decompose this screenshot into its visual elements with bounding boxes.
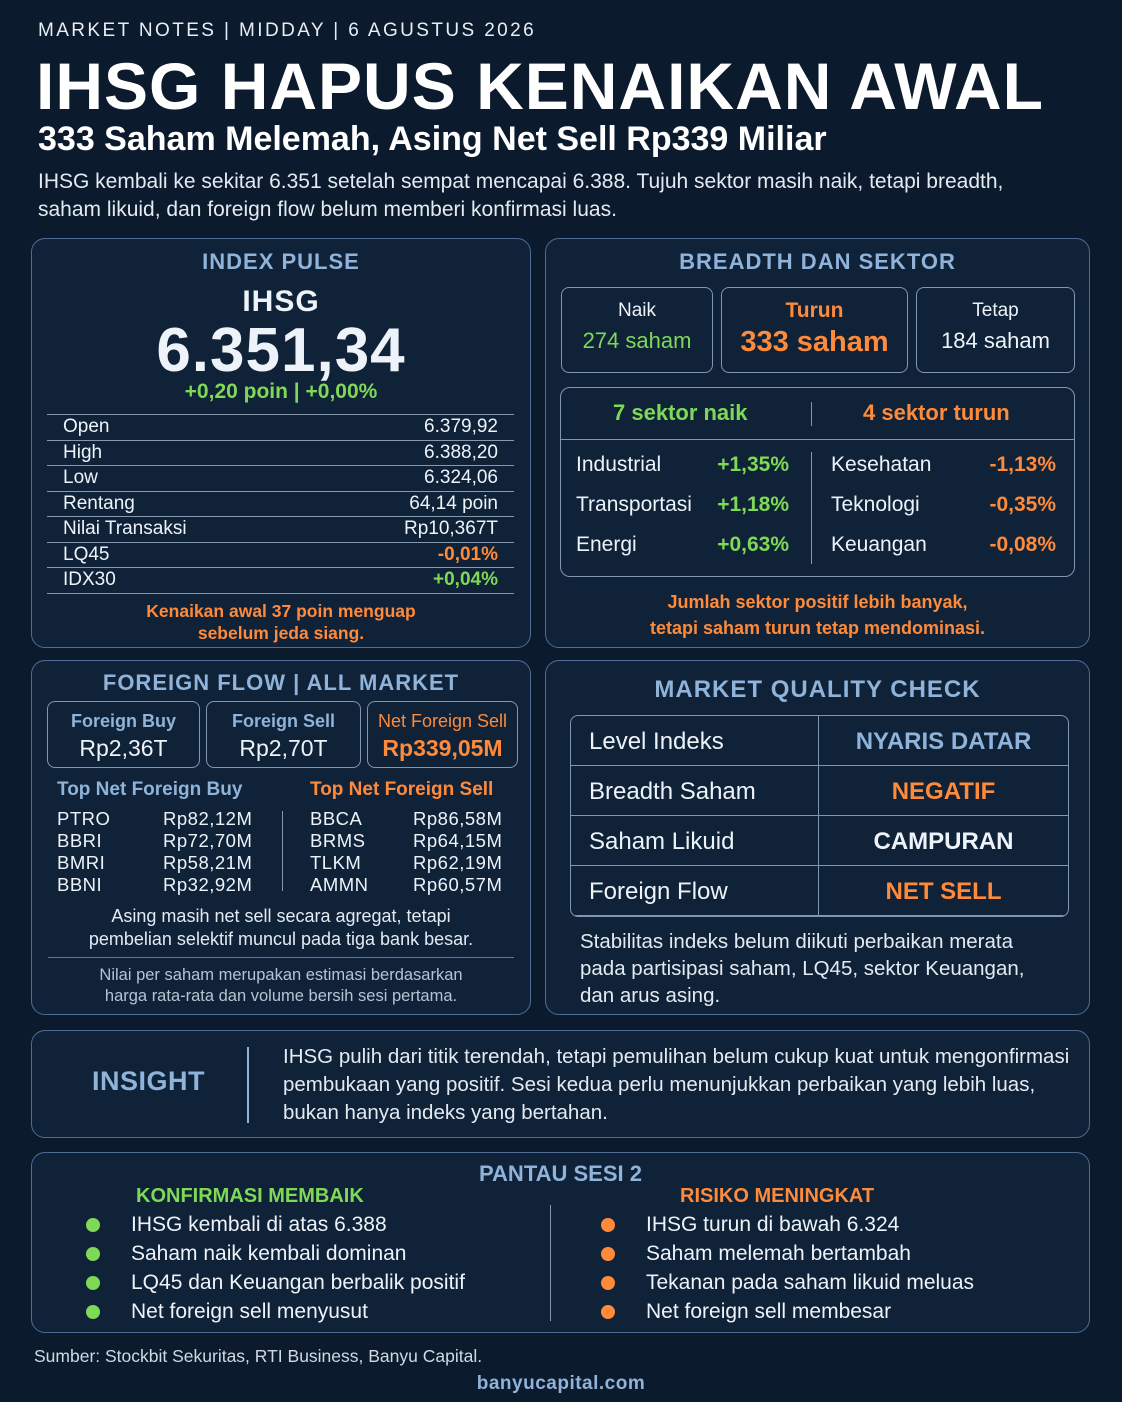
risiko-heading: RISIKO MENINGKAT — [680, 1185, 875, 1207]
top-buy-code: BMRI — [57, 852, 106, 873]
orange-bullet-icon — [601, 1247, 615, 1261]
quality-label: Saham Likuid — [589, 828, 735, 855]
stat-row-idx30 — [47, 568, 514, 594]
top-sell-code: BBCA — [310, 808, 363, 829]
risiko-list — [599, 1213, 974, 1329]
header-kicker: MARKET NOTES | MIDDAY | 6 AGUSTUS 2026 — [38, 20, 537, 41]
orange-bullet-icon — [601, 1276, 615, 1290]
turun-label: Turun — [785, 299, 844, 322]
sector-name: Keuangan — [831, 533, 927, 556]
top-sell-code: AMMN — [310, 874, 369, 895]
tetap-label: Tetap — [972, 300, 1019, 321]
stat-label: Low — [63, 467, 98, 489]
quality-note: Stabilitas indeks belum diikuti perbaikan merata pada partisipasi saham, LQ45, sektor Keuangan, dan arus asing. — [580, 930, 1025, 1007]
stat-row-nilai-transaksi — [47, 517, 514, 543]
stat-value: -0,01% — [437, 543, 498, 565]
net-foreign-sell-card — [367, 701, 518, 768]
top-sell-value: Rp64,15M — [413, 830, 503, 851]
top-sell-value: Rp86,58M — [413, 808, 503, 829]
stat-label: Rentang — [63, 492, 135, 514]
list-item-text: Saham melemah bertambah — [646, 1242, 911, 1265]
foreign-flow-panel — [31, 660, 531, 1015]
breadth-tetap-card — [916, 287, 1075, 373]
sector-box — [560, 387, 1075, 577]
stat-label: LQ45 — [63, 543, 110, 565]
list-item-text: Saham naik kembali dominan — [131, 1242, 407, 1265]
orange-bullet-icon — [601, 1218, 615, 1232]
website-link[interactable]: banyucapital.com — [476, 1373, 646, 1394]
naik-value: 274 saham — [582, 328, 692, 353]
stat-label: IDX30 — [63, 569, 116, 591]
sector-value: +0,63% — [717, 533, 789, 556]
session2-title: PANTAU SESI 2 — [479, 1161, 642, 1186]
sector-head-divider — [811, 402, 812, 426]
top-sell-value: Rp60,57M — [413, 874, 503, 895]
tetap-value: 184 saham — [941, 328, 1050, 353]
list-item-text: LQ45 dan Keuangan berbalik positif — [131, 1271, 465, 1294]
stat-value: 6.388,20 — [424, 441, 498, 463]
insight-text: IHSG pulih dari titik terendah, tetapi pemulihan belum cukup kuat untuk mengonfirmasi pembukaan yang positif. Sesi kedua perlu menunjukkan perbaikan yang lebih luas, bukan hanya indeks yang bertahan. — [283, 1045, 1070, 1124]
breadth-title: BREADTH DAN SEKTOR — [679, 249, 956, 274]
foreign-divider — [282, 811, 283, 891]
ihsg-value: 6.351,34 — [156, 316, 406, 385]
sector-up-heading: 7 sektor naik — [613, 400, 748, 425]
list-item-text: Net foreign sell menyusut — [131, 1300, 368, 1323]
foreign-buy-label: Foreign Buy — [70, 711, 176, 731]
quality-label: Level Indeks — [589, 728, 724, 755]
foreign-note — [32, 905, 530, 951]
list-item — [599, 1242, 974, 1271]
sector-name: Industrial — [576, 453, 662, 476]
market-quality-panel — [545, 660, 1090, 1015]
stat-row-low — [47, 466, 514, 492]
quality-value: NET SELL — [885, 878, 1002, 905]
sector-head-line — [561, 439, 1074, 440]
konfirmasi-heading: KONFIRMASI MEMBAIK — [136, 1185, 364, 1207]
stat-row-lq45 — [47, 543, 514, 569]
quality-row — [571, 866, 1068, 916]
stat-label: High — [63, 441, 103, 463]
quality-row — [571, 766, 1068, 816]
insight-label: INSIGHT — [92, 1066, 206, 1096]
top-buy-value: Rp58,21M — [163, 852, 253, 873]
naik-label: Naik — [617, 300, 656, 321]
stat-value: +0,04% — [433, 569, 498, 591]
quality-value: NYARIS DATAR — [855, 728, 1032, 755]
stat-row-rentang — [47, 492, 514, 518]
net-foreign-sell-value: Rp339,05M — [382, 735, 503, 761]
insight-panel — [31, 1030, 1090, 1138]
session2-panel — [31, 1152, 1090, 1333]
top-sell-code: BRMS — [310, 830, 366, 851]
session2-divider — [550, 1205, 551, 1321]
source-note: Sumber: Stockbit Sekuritas, RTI Business, Banyu Capital. — [34, 1346, 483, 1366]
sector-name: Kesehatan — [831, 453, 932, 476]
sector-column-divider — [811, 452, 812, 564]
konfirmasi-list — [84, 1213, 465, 1329]
foreign-footnote — [32, 965, 530, 1007]
breadth-note-line: tetapi saham turun tetap mendominasi. — [649, 618, 986, 638]
list-item-text: Tekanan pada saham likuid meluas — [646, 1271, 975, 1294]
index-stats-table — [47, 414, 514, 594]
list-item — [599, 1300, 974, 1329]
intro-text: IHSG kembali ke sekitar 6.351 setelah sempat mencapai 6.388. Tujuh sektor masih naik, tetapi breadth, saham likuid, dan foreign flow belum memberi konfirmasi luas. — [38, 170, 1004, 221]
stat-value: Rp10,367T — [403, 518, 498, 540]
foreign-sell-card — [206, 701, 361, 768]
green-bullet-icon — [86, 1218, 100, 1232]
quality-row — [571, 816, 1068, 866]
list-item — [84, 1271, 465, 1300]
list-item — [599, 1213, 974, 1242]
foreign-buy-value: Rp2,36T — [79, 735, 168, 761]
index-pulse-panel — [31, 238, 531, 648]
orange-bullet-icon — [601, 1305, 615, 1319]
page-subtitle: 333 Saham Melemah, Asing Net Sell Rp339 Miliar — [38, 120, 827, 158]
list-item — [84, 1242, 465, 1271]
insight-divider — [247, 1047, 249, 1123]
top-sell-heading: Top Net Foreign Sell — [310, 779, 494, 800]
market-quality-table — [570, 715, 1069, 917]
top-buy-value: Rp72,70M — [163, 830, 253, 851]
foreign-footnote-line: Nilai per saham merupakan estimasi berdasarkan — [99, 966, 463, 984]
top-buy-value: Rp82,12M — [163, 808, 253, 829]
top-buy-value: Rp32,92M — [163, 874, 253, 895]
quality-value: NEGATIF — [891, 778, 996, 805]
foreign-buy-card — [47, 701, 200, 768]
sector-name: Transportasi — [576, 493, 692, 516]
stat-value: 64,14 poin — [409, 492, 498, 514]
stat-label: Nilai Transaksi — [63, 518, 187, 540]
top-sell-value: Rp62,19M — [413, 852, 503, 873]
sector-name: Energi — [576, 533, 637, 556]
list-item — [599, 1271, 974, 1300]
breadth-panel — [545, 238, 1090, 648]
list-item — [84, 1300, 465, 1329]
top-buy-code: BBNI — [57, 874, 103, 895]
quality-label: Breadth Saham — [589, 778, 756, 805]
foreign-note-line: Asing masih net sell secara agregat, tetapi — [111, 906, 451, 926]
index-note — [32, 600, 530, 644]
quality-value: CAMPURAN — [873, 828, 1014, 855]
index-pulse-title: INDEX PULSE — [202, 249, 360, 274]
market-quality-title: MARKET QUALITY CHECK — [654, 676, 981, 703]
quality-column-divider — [818, 716, 819, 916]
top-buy-code: PTRO — [57, 808, 111, 829]
turun-value: 333 saham — [740, 326, 889, 358]
foreign-flow-title: FOREIGN FLOW | ALL MARKET — [102, 670, 460, 695]
stat-row-high — [47, 441, 514, 467]
sector-value: -0,08% — [989, 533, 1056, 556]
sector-value: +1,35% — [717, 453, 789, 476]
list-item-text: Net foreign sell membesar — [646, 1300, 892, 1323]
page-title: IHSG HAPUS KENAIKAN AWAL — [36, 49, 1044, 123]
foreign-separator — [48, 957, 514, 958]
index-note-line: Kenaikan awal 37 poin menguap — [146, 601, 416, 621]
foreign-sell-value: Rp2,70T — [239, 735, 328, 761]
sector-down-heading: 4 sektor turun — [863, 400, 1010, 425]
stat-label: Open — [63, 416, 110, 438]
net-foreign-sell-label: Net Foreign Sell — [377, 711, 508, 731]
quality-row — [571, 716, 1068, 766]
top-sell-code: TLKM — [310, 852, 362, 873]
foreign-note-line: pembelian selektif muncul pada tiga bank besar. — [88, 929, 474, 949]
ihsg-change: +0,20 poin | +0,00% — [184, 380, 378, 403]
stat-value: 6.324,06 — [424, 467, 498, 489]
ihsg-label: IHSG — [242, 285, 320, 318]
stat-row-open — [47, 415, 514, 441]
breadth-turun-card — [721, 287, 908, 373]
sector-value: -0,35% — [989, 493, 1056, 516]
sector-value: -1,13% — [989, 453, 1056, 476]
list-item — [84, 1213, 465, 1242]
breadth-note — [546, 589, 1089, 641]
breadth-note-line: Jumlah sektor positif lebih banyak, — [667, 592, 968, 612]
foreign-sell-label: Foreign Sell — [231, 711, 336, 731]
green-bullet-icon — [86, 1276, 100, 1290]
green-bullet-icon — [86, 1305, 100, 1319]
sector-name: Teknologi — [831, 493, 920, 516]
top-buy-heading: Top Net Foreign Buy — [57, 779, 243, 800]
quality-label: Foreign Flow — [589, 878, 728, 905]
list-item-text: IHSG kembali di atas 6.388 — [131, 1213, 387, 1236]
stat-value: 6.379,92 — [424, 416, 498, 438]
top-buy-code: BBRI — [57, 830, 103, 851]
list-item-text: IHSG turun di bawah 6.324 — [646, 1213, 900, 1236]
green-bullet-icon — [86, 1247, 100, 1261]
breadth-naik-card — [561, 287, 713, 373]
sector-value: +1,18% — [717, 493, 789, 516]
foreign-footnote-line: harga rata-rata dan volume bersih sesi pertama. — [104, 987, 458, 1005]
index-note-line: sebelum jeda siang. — [197, 623, 365, 643]
